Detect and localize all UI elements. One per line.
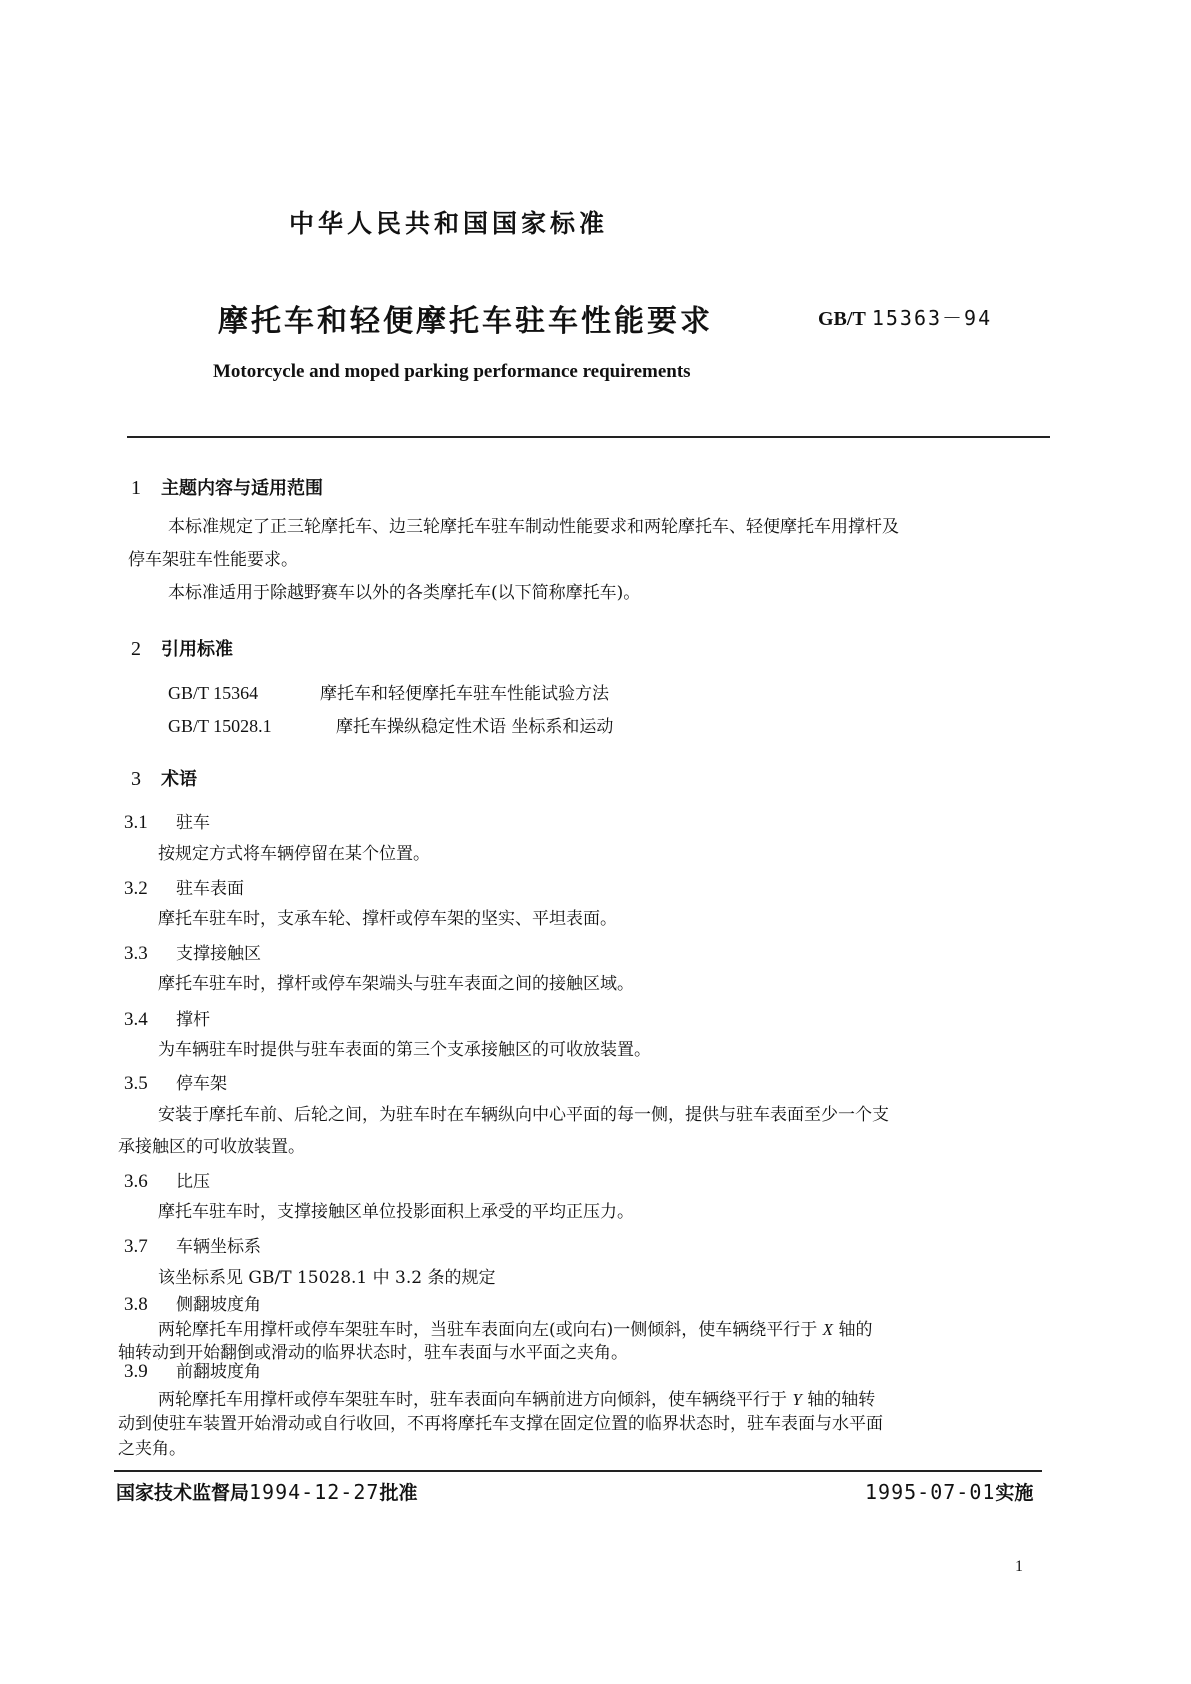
reference-item	[168, 677, 609, 711]
term-definition: 之夹角。	[118, 1439, 186, 1459]
axis-symbol: X	[822, 1320, 834, 1339]
term-number: 3.1	[124, 812, 148, 833]
implementation-date: 1995-07-01	[865, 1480, 996, 1504]
term-definition: 为车辆驻车时提供与驻车表面的第三个支承接触区的可收放装置。	[158, 1040, 651, 1060]
term-heading	[124, 1167, 210, 1193]
term-number: 3.5	[124, 1073, 148, 1094]
standard-code-number: 15363－94	[871, 306, 993, 330]
section-number: 3	[131, 768, 141, 790]
term-heading	[124, 939, 261, 965]
term-name: 撑杆	[176, 1010, 210, 1030]
term-definition: 安装于摩托车前、后轮之间，为驻车时在车辆纵向中心平面的每一侧，提供与驻车表面至少一个支	[158, 1105, 889, 1125]
term-definition: 承接触区的可收放装置。	[118, 1137, 305, 1157]
term-name: 侧翻坡度角	[176, 1295, 261, 1315]
bottom-divider	[114, 1470, 1042, 1472]
term-name: 驻车表面	[176, 879, 244, 899]
term-definition: 动到使驻车装置开始滑动或自行收回，不再将摩托车支撑在固定位置的临界状态时，驻车表面与水平面	[118, 1414, 883, 1434]
definition-text: 两轮摩托车用撑杆或停车架驻车时，当驻车表面向左(或向右)一侧倾斜，使车辆绕平行于	[158, 1320, 823, 1340]
reference-code: GB/T 15028.1	[168, 716, 272, 736]
approval-line	[116, 1478, 417, 1505]
term-number: 3.8	[124, 1294, 148, 1315]
section-3-heading	[131, 765, 197, 791]
top-divider	[127, 436, 1050, 438]
term-name: 车辆坐标系	[176, 1237, 261, 1257]
axis-symbol: Y	[792, 1390, 802, 1409]
term-heading	[124, 808, 210, 834]
term-name: 支撑接触区	[176, 944, 261, 964]
term-name: 驻车	[176, 813, 210, 833]
term-heading	[124, 1232, 261, 1258]
term-number: 3.6	[124, 1171, 148, 1192]
section-title: 引用标准	[161, 639, 233, 660]
section-2-heading	[131, 635, 233, 661]
term-heading	[124, 1005, 210, 1031]
term-definition: 摩托车驻车时，支撑接触区单位投影面积上承受的平均正压力。	[158, 1202, 634, 1222]
definition-text: 轴的	[833, 1320, 873, 1340]
term-name: 停车架	[176, 1074, 227, 1094]
section-title: 主题内容与适用范围	[161, 478, 323, 499]
definition-text: 两轮摩托车用撑杆或停车架驻车时，驻车表面向车辆前进方向倾斜，使车辆绕平行于	[158, 1390, 793, 1410]
reference-title: 摩托车操纵稳定性术语 坐标系和运动	[336, 717, 614, 737]
paragraph-line: 本标准规定了正三轮摩托车、边三轮摩托车驻车制动性能要求和两轮摩托车、轻便摩托车用撑杆及	[168, 517, 899, 537]
paragraph-line: 本标准适用于除越野赛车以外的各类摩托车(以下简称摩托车)。	[168, 583, 641, 603]
approval-suffix: 批准	[379, 1482, 418, 1504]
term-heading	[124, 874, 244, 900]
section-number: 1	[131, 477, 141, 499]
term-heading	[124, 1069, 227, 1095]
term-name: 比压	[176, 1172, 210, 1192]
term-name: 前翻坡度角	[176, 1362, 261, 1382]
term-heading	[124, 1357, 261, 1383]
standard-code-prefix: GB/T	[818, 308, 866, 330]
page-number: 1	[1015, 1558, 1023, 1575]
national-standard-heading: 中华人民共和国国家标准	[289, 209, 609, 238]
term-definition: 摩托车驻车时，撑杆或停车架端头与驻车表面之间的接触区域。	[158, 974, 634, 994]
implementation-line	[865, 1478, 1033, 1505]
term-definition: 摩托车驻车时，支承车轮、撑杆或停车架的坚实、平坦表面。	[158, 909, 617, 929]
implementation-suffix: 实施	[995, 1482, 1034, 1504]
reference-item	[168, 710, 613, 744]
approver-name: 国家技术监督局	[116, 1482, 250, 1504]
section-title: 术语	[161, 769, 197, 790]
term-definition: 轴转动到开始翻倒或滑动的临界状态时，驻车表面与水平面之夹角。	[118, 1343, 628, 1363]
paragraph-line: 停车架驻车性能要求。	[128, 550, 298, 570]
term-number: 3.4	[124, 1009, 148, 1030]
definition-text: 轴的轴转	[801, 1390, 876, 1410]
english-title: Motorcycle and moped parking performance requirements	[213, 361, 691, 382]
term-number: 3.9	[124, 1361, 148, 1382]
reference-code: GB/T 15364	[168, 683, 259, 703]
term-definition: 按规定方式将车辆停留在某个位置。	[158, 844, 430, 864]
reference-title: 摩托车和轻便摩托车驻车性能试验方法	[320, 684, 609, 704]
term-number: 3.2	[124, 878, 148, 899]
term-definition: 该坐标系见 GB/T 15028.1 中 3.2 条的规定	[158, 1268, 496, 1288]
section-1-heading	[131, 474, 323, 500]
term-number: 3.3	[124, 943, 148, 964]
approval-date: 1994-12-27	[249, 1480, 380, 1504]
standard-code	[818, 302, 992, 331]
document-title: 摩托车和轻便摩托车驻车性能要求	[218, 304, 713, 339]
section-number: 2	[131, 638, 141, 660]
term-number: 3.7	[124, 1236, 148, 1257]
